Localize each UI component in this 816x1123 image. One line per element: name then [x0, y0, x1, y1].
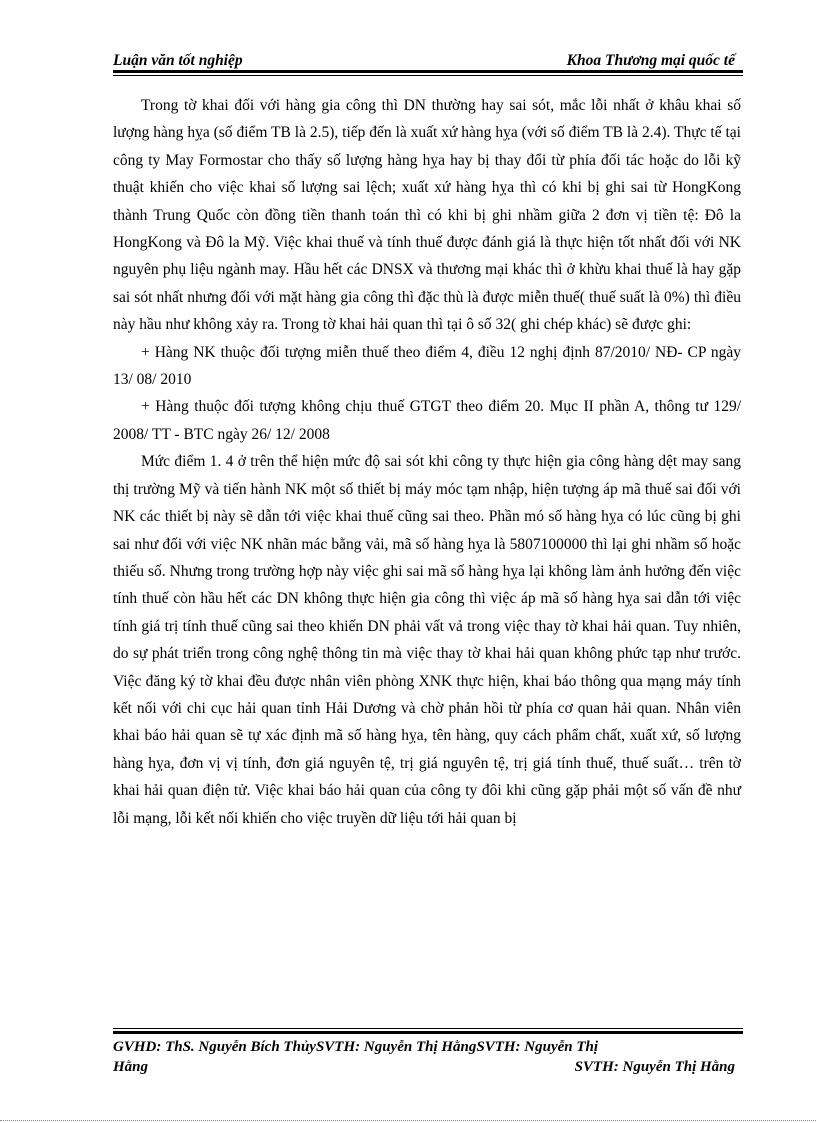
footer-supervisor-student: GVHD: ThS. Nguyễn Bích ThủySVTH: Nguyễn Thị HằngSVTH: Nguyễn Thị: [113, 1039, 599, 1055]
footer-rule-thin: [113, 1028, 743, 1029]
paragraph-hs-code-errors: Mức điểm 1. 4 ở trên thể hiện mức độ sai sót khi công ty thực hiện gia công hàng dệt may sang thị trường Mỹ và tiến hành NK một số thiết bị máy móc tạm nhập, hiện tượng áp mã thuế sai đối với NK các thiết bị này sẽ dẫn tới việc khai thuế cũng sai theo. Phần mó số hàng hỵa có lúc cũng bị ghi sai như đối với việc NK nhãn mác bằng vải, mã số hàng hỵa là 5807100000 thì lại ghi nhầm số hoặc thiếu số. Nhưng trong trường hợp này việc ghi sai mã số hàng hỵa lại không làm ảnh hưởng đến việc tính thuế còn hầu hết các DN không thực hiện gia công thì việc áp mã số hàng hỵa sai dẫn tới việc tính giá trị tính thuế cũng sai theo khiến DN phải vất vả trong việc thay tờ khai hải quan. Tuy nhiên, do sự phát triển trong công nghệ thông tin mà việc thay tờ khai hải quan không phức tạp như trước. Việc đăng ký tờ khai đều được nhân viên phòng XNK thực hiện, khai báo thông qua mạng máy tính kết nối với chi cục hải quan tỉnh Hải Dương và chờ phản hồi từ phía cơ quan hải quan. Nhân viên khai báo hải quan sẽ tự xác định mã số hàng hỵa, tên hàng, quy cách phẩm chất, xuất xứ, số lượng hàng hỵa, đơn vị vị tính, đơn giá nguyên tệ, trị giá nguyên tệ, trị giá tính thuế, thuế suất… trên tờ khai hải quan điện tử. Việc khai báo hải quan của công ty đôi khi cũng gặp phải một số vấn đề như lỗi mạng, lỗi kết nối khiến cho việc truyền dữ liệu tới hải quan bị: [113, 453, 741, 827]
header-faculty: Khoa Thương mại quốc tế: [566, 52, 735, 69]
header-thesis-title: Luận văn tốt nghiệp: [113, 52, 243, 69]
paragraph-processing-errors: Trong tờ khai đối với hàng gia công thì DN thường hay sai sót, mắc lỗi nhất ở khâu khai số lượng hàng hỵa (số điểm TB là 2.5), tiếp đến là xuất xứ hàng hỵa (với số điểm TB là 2.4). Thực tế tại công ty May Formostar cho thấy số lượng hàng hỵa hay bị thay đổi từ phía đối tác hoặc do lỗi kỹ thuật khiến cho việc khai số lượng sai lệch; xuất xứ hàng hỵa thì có khi bị ghi sai từ HongKong thành Trung Quốc còn đồng tiền thanh toán thì có khi bị ghi nhầm giữa 2 đơn vị tiền tệ: Đô la HongKong và Đô la Mỹ. Việc khai thuế và tính thuế được đánh giá là thực hiện tốt nhất đối với NK nguyên phụ liệu ngành may. Hầu hết các DNSX và thương mại khác thì ở khừu khai thuế là hay gặp sai sót nhất nhưng đối với mặt hàng gia công thì đặc thù là được miễn thuế( thuế suất là 0%) thì điều này hầu như không xảy ra. Trong tờ khai hải quan thì tại ô số 32( ghi chép khác) sẽ được ghi:: [113, 97, 741, 334]
footer-student-name: SVTH: Nguyễn Thị Hằng: [574, 1059, 735, 1075]
page-footer: [113, 1037, 735, 1077]
header-rule-thin: [113, 75, 743, 76]
footer-student-name-wrap: Hằng: [113, 1059, 149, 1075]
footer-rule-thick: [113, 1031, 743, 1034]
header-rule-thick: [113, 70, 743, 73]
page-header: [113, 48, 735, 70]
paragraph-vat-exemption-note: + Hàng thuộc đối tượng không chịu thuế GTGT theo điểm 20. Mục II phần A, thông tư 129/ 2008/ TT - BTC ngày 26/ 12/ 2008: [113, 398, 741, 443]
footer-line-1: [113, 1037, 735, 1057]
page-bottom-border: [0, 1120, 816, 1121]
paragraph-tax-exemption-note: + Hàng NK thuộc đối tượng miễn thuế theo điểm 4, điều 12 nghị định 87/2010/ NĐ- CP ngày 13/ 08/ 2010: [113, 343, 741, 389]
document-body: [113, 92, 741, 832]
footer-line-2: [113, 1057, 735, 1077]
